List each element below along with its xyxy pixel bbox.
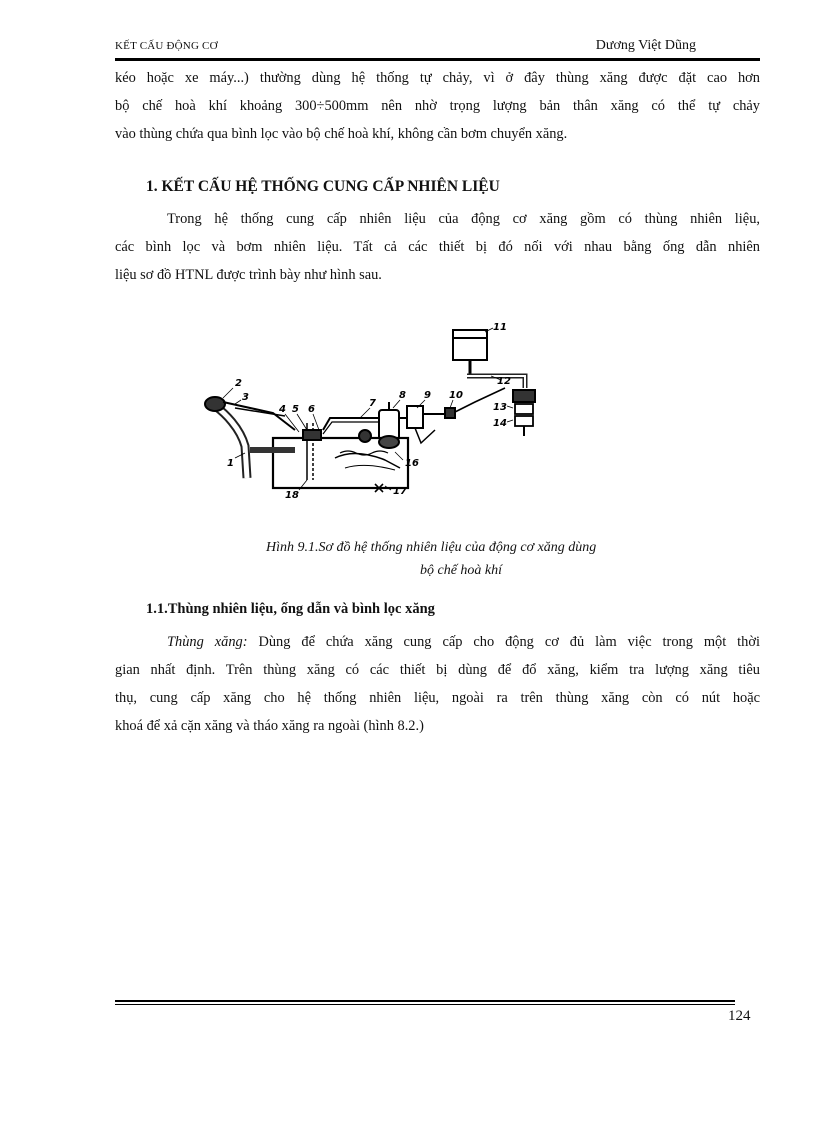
figure-label: 13: [493, 402, 507, 413]
section-heading: 1. KẾT CẤU HỆ THỐNG CUNG CẤP NHIÊN LIỆU: [146, 178, 500, 195]
intro-line: kéo hoặc xe máy...) thường dùng hệ thống tự chảy, vì ở đây thùng xăng được đặt cao hơn: [115, 70, 760, 86]
section1-line: liệu sơ đồ HTNL được trình bày như hình sau.: [115, 267, 382, 283]
fuel-system-diagram: [195, 318, 555, 503]
footer-rule: [115, 1000, 735, 1002]
page-number: 124: [728, 1008, 751, 1024]
section11-line-rest: Dùng để chứa xăng cung cấp cho động cơ đủ làm việc trong một thời: [247, 634, 760, 650]
figure-label: 14: [493, 418, 507, 429]
figure-label: 18: [285, 490, 299, 501]
lead-term: Thùng xăng:: [167, 634, 248, 650]
figure-label: 16: [405, 458, 419, 469]
figure-label: 7: [369, 398, 376, 409]
section11-paragraph: [115, 628, 760, 740]
figure-label: 8: [399, 390, 406, 401]
subsection-heading: 1.1.Thùng nhiên liệu, ống dẫn và bình lọc xăng: [146, 601, 435, 617]
footer-rule-thin: [115, 1004, 735, 1005]
section11-line: thụ, cung cấp xăng cho hệ thống nhiên liệu, ngoài ra trên thùng xăng còn có nút hoặc: [115, 690, 760, 706]
figure-label: 17: [393, 486, 407, 497]
figure-label: 9: [424, 390, 431, 401]
section1-line: Trong hệ thống cung cấp nhiên liệu của động cơ xăng gồm có thùng nhiên liệu,: [167, 211, 760, 227]
figure-label: 11: [493, 322, 507, 333]
figure-label: 3: [242, 392, 249, 403]
header-author: Dương Việt Dũng: [595, 38, 696, 53]
figure-label: 5: [292, 404, 299, 415]
figure-label: 1: [227, 458, 234, 469]
section1-paragraph: [115, 205, 760, 289]
header-rule: [115, 58, 760, 61]
header-title: KẾT CẤU ĐỘNG CƠ: [115, 40, 218, 52]
intro-line: bộ chế hoà khí khoảng 300÷500mm nên nhờ trọng lượng bản thân xăng có thể tự chảy: [115, 98, 760, 114]
section11-line: khoá để xả cặn xăng và tháo xăng ra ngoài (hình 8.2.): [115, 718, 424, 734]
figure-label: 6: [308, 404, 315, 415]
intro-paragraph: [115, 64, 760, 148]
figure-label: 10: [449, 390, 463, 401]
figure-caption-continued: bộ chế hoà khí: [420, 563, 503, 578]
figure-label: 4: [279, 404, 286, 415]
intro-line: vào thùng chứa qua bình lọc vào bộ chế hoà khí, không cần bơm chuyển xăng.: [115, 126, 568, 142]
figure-label: 12: [497, 376, 511, 387]
section11-line: [115, 628, 760, 656]
figure-label: 2: [235, 378, 242, 389]
page-header: [115, 38, 760, 58]
section1-line: các bình lọc và bơm nhiên liệu. Tất cả các thiết bị đó nối với nhau bằng ống dẫn nhiên: [115, 239, 760, 255]
figure-caption: Hình 9.1.Sơ đồ hệ thống nhiên liệu của động cơ xăng dùng: [266, 540, 597, 555]
section11-line: gian nhất định. Trên thùng xăng có các thiết bị dùng để đổ xăng, kiểm tra lượng xăng tiêu: [115, 662, 760, 678]
